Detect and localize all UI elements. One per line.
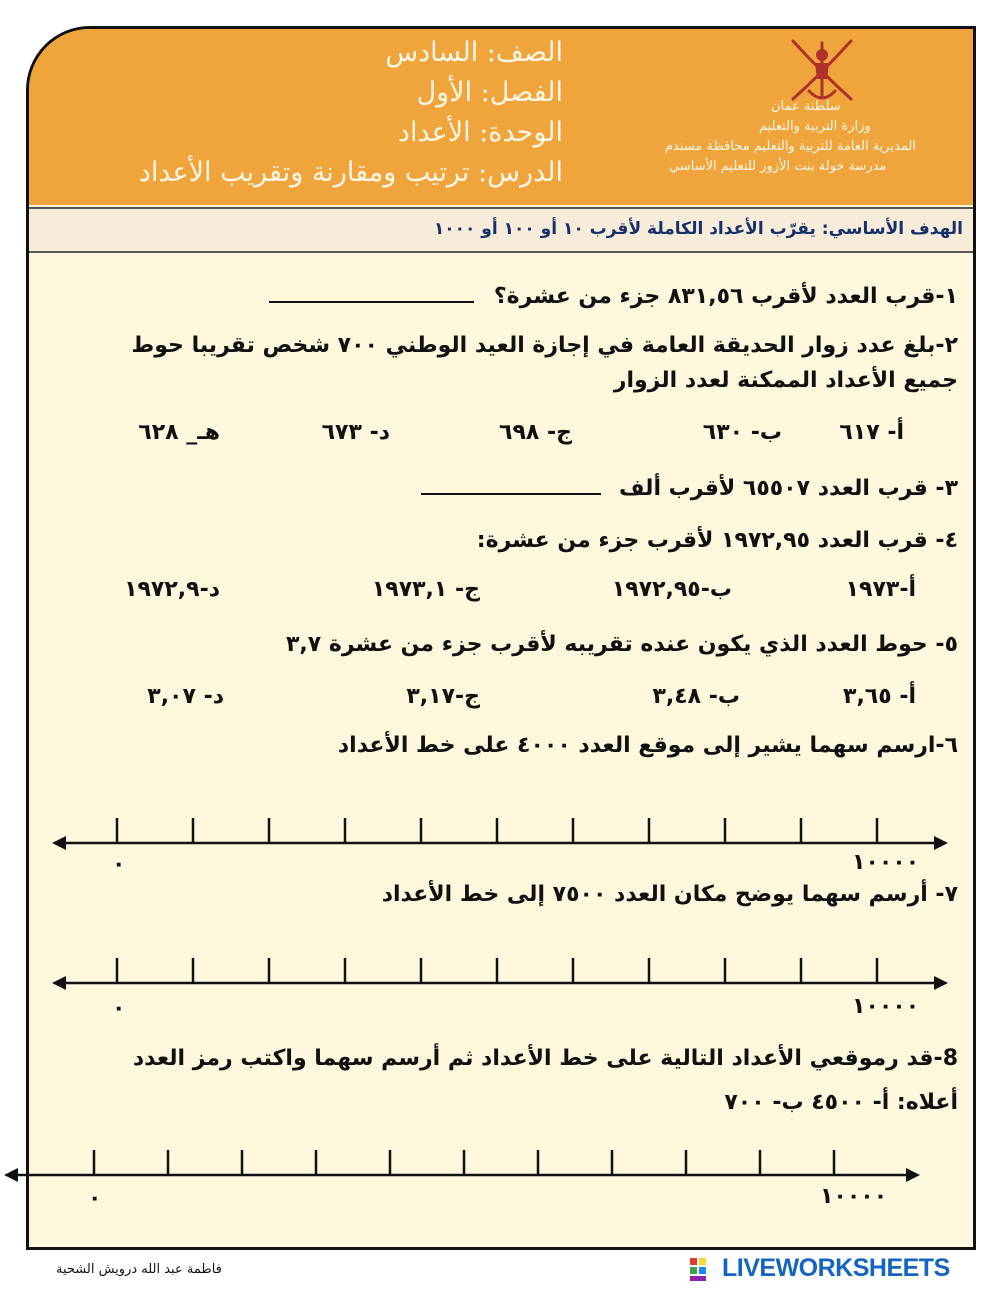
goal-bar [29,207,973,253]
question-6: ٦-ارسم سهما يشير إلى موقع العدد ٤٠٠٠ على خط الأعداد [337,733,958,758]
q2-option-b[interactable]: ب- ٦٣٠ [702,420,782,445]
grade-label: الصف: السادس [385,37,563,68]
author-name: فاطمة عبد الله درويش الشحية [56,1262,222,1277]
q2-option-a[interactable]: أ- ٦١٧ [839,420,904,445]
number-line-1-start: ٠ [112,852,126,877]
q4-option-a[interactable]: أ-١٩٧٣ [845,577,916,602]
q4-option-b[interactable]: ب-١٩٧٢,٩٥ [611,577,732,602]
lesson-label: الدرس: ترتيب ومقارنة وتقريب الأعداد [138,157,563,188]
q5-option-a[interactable]: أ- ٣,٦٥ [843,684,916,709]
question-3-text: ٣- قرب العدد ٦٥٥٠٧ لأقرب ألف [618,476,958,501]
q4-option-c[interactable]: ج- ١٩٧٣,١ [371,577,480,602]
question-1-text: ١-قرب العدد لأقرب ٨٣١,٥٦ جزء من عشرة؟ [493,284,958,309]
unit-label: الوحدة: الأعداد [397,117,563,148]
q5-option-b[interactable]: ب- ٣,٤٨ [652,684,740,709]
number-line-3[interactable] [2,1140,922,1200]
question-8-line-1: 8-قد رموقعي الأعداد التالية على خط الأعداد ثم أرسم سهما واكتب رمز العدد [132,1046,958,1071]
question-7: ٧- أرسم سهما يوضح مكان العدد ٧٥٠٠ إلى خط الأعداد [381,882,958,907]
liveworksheets-logo[interactable] [690,1252,990,1286]
number-line-3-start: ٠ [88,1186,102,1211]
number-line-1-end: ١٠٠٠٠ [852,850,920,875]
number-line-3-end: ١٠٠٠٠ [820,1184,888,1209]
liveworksheets-text: LIVEWORKSHEETS [722,1254,950,1282]
number-line-2-end: ١٠٠٠٠ [852,994,920,1019]
org-country: سلطنة عمان [771,99,841,114]
q2-option-c[interactable]: ج- ٦٩٨ [499,420,572,445]
question-3 [421,475,958,501]
liveworksheets-icon [690,1258,716,1282]
header-banner [29,29,973,205]
org-ministry: وزارة التربية والتعليم [759,119,871,134]
question-4: ٤- قرب العدد ١٩٧٢,٩٥ لأقرب جزء من عشرة: [476,528,958,553]
number-line-2-start: ٠ [112,996,126,1021]
org-directorate: المديرية العامة للتربية والتعليم محافظة مسندم [665,139,917,154]
number-line-1[interactable] [50,810,950,870]
org-school: مدرسة خولة بنت الأزور للتعليم الأساسي [669,159,887,174]
oman-emblem-icon [779,33,865,107]
answer-blank-1[interactable] [269,283,474,303]
question-8-line-2: أعلاه: أ- ٤٥٠٠ ب- ٧٠٠ [724,1090,958,1115]
answer-blank-3[interactable] [421,475,601,495]
q2-option-e[interactable]: هـ_ ٦٢٨ [138,420,220,445]
question-2-line-2: جميع الأعداد الممكنة لعدد الزوار [613,368,958,393]
semester-label: الفصل: الأول [416,77,563,108]
question-5: ٥- حوط العدد الذي يكون عنده تقريبه لأقرب جزء من عشرة ٣,٧ [286,632,958,657]
q4-option-d[interactable]: د-١٩٧٢,٩ [124,577,220,602]
q5-option-d[interactable]: د- ٣,٠٧ [147,684,224,709]
question-1 [269,283,958,309]
number-line-2[interactable] [50,950,950,1010]
goal-text: الهدف الأساسي: يقرّب الأعداد الكاملة لأقرب ١٠ أو ١٠٠ أو ١٠٠٠ [433,219,963,239]
question-2-line-1: ٢-بلغ عدد زوار الحديقة العامة في إجازة العيد الوطني ٧٠٠ شخص تقريبا حوط [131,333,958,358]
q2-option-d[interactable]: د- ٦٧٣ [321,420,390,445]
q5-option-c[interactable]: ج-٣,١٧ [406,684,480,709]
